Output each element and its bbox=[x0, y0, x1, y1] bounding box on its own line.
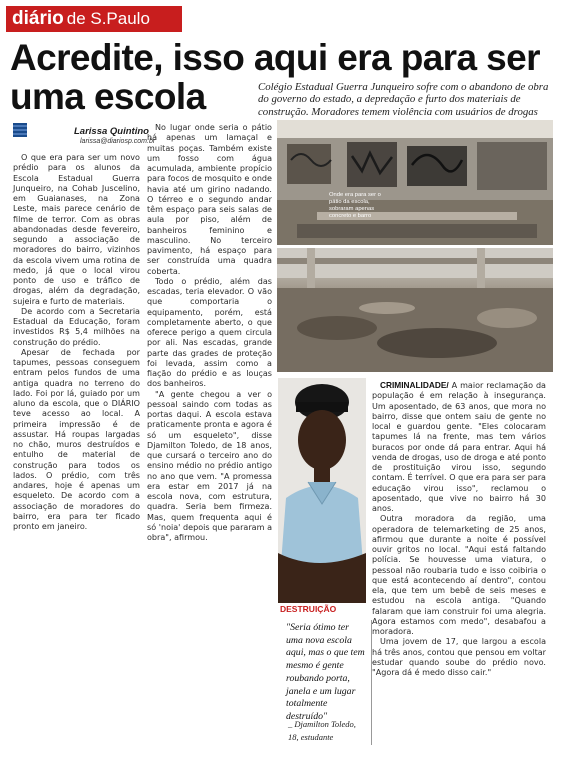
column-3 bbox=[372, 380, 546, 678]
paragraph: Uma jovem de 17, que largou a escola há três anos, contou que pensou em voltar estudar quando soube do prédio novo. "Agora dá é medo disso cair." bbox=[372, 637, 546, 677]
column-2 bbox=[147, 123, 272, 543]
paragraph: No lugar onde seria o pátio há apenas um lamaçal e muitas poças. Também existe um fosso com água acumulada, ambiente propício para focos de mosquito e onde havia até um girino nadando. O térreo e o segundo andar têm espaço para seis salas de aula por piso, além de banheiros feminino e masculino. No terceiro pavimento, há espaço para ser construída uma quadra coberta. bbox=[147, 123, 272, 276]
subhead: Colégio Estadual Guerra Junqueiro sofre com o abandono de obra do governo do estado, a depredação e furto dos materiais de construção. Moradores temem violência com usuários de drogas bbox=[258, 81, 549, 118]
paragraph: De acordo com a Secretaria Estadual da Educação, foram investidos R$ 5,4 milhões na construção do prédio. bbox=[13, 306, 140, 347]
masthead-city: de S.Paulo bbox=[66, 9, 150, 28]
paragraph: Todo o prédio, além das escadas, teria elevador. O vão que comportaria o equipamento, porém, está completamente aberto, o que oferece perigo a quem circula por ali. Nas escadas, grande parte das grades de proteção foi levada, assim como a fiação do prédio e as louças dos banheiros. bbox=[147, 276, 272, 389]
photo-caption: Onde era para ser o pátio da escola, sobraram apenas concreto e barro bbox=[329, 192, 381, 219]
paragraph-text: A maior reclamação da população é em relação à insegurança. Um aposentado, de 63 anos, que mora no bairro, disse que ontem saiu de gente no local e guardou gente. "Eles colocaram tapumes lá na frente, mas tem vários buracos por onde dá para entrar. Aqui há venda de drogas, uso de droga e até ponto de prostituição virou isso, segundo contam. É terrível. O que era para ser para educação virou isso", reclamou o aposentado, que vive no bairro há 30 anos. bbox=[372, 381, 546, 513]
author-name: Larissa Quintino bbox=[74, 126, 149, 137]
quote-author: _ Djamilton Toledo, 18, estudante bbox=[288, 719, 356, 742]
headline-line1: Acredite, isso aqui era para ser bbox=[10, 37, 540, 78]
paragraph: Outra moradora da região, uma operadora de telemarketing de 25 anos, afirmou que durante a noite é possível ouvir gritos no local. "Aqui está faltando polícia. Se houvesse uma viatura, o pessoal não roubaria tudo e isso coibiria o que está acontecendo aí dentro", contou ela, que tem um bebê de seis meses e estudou na escola antiga. "Quando falaram que iam construir foi uma alegria. Agora estamos com medo", desabafou a moradora. bbox=[372, 514, 546, 636]
masthead-brand: diário bbox=[12, 8, 64, 29]
photo-rubble-floor bbox=[277, 248, 553, 372]
photo-building-walls bbox=[277, 120, 553, 245]
pull-quote: "Seria ótimo ter uma nova escola aqui, mas o que tem mesmo é gente roubando porta, janela e um lugar totalmente destruído" bbox=[286, 622, 365, 722]
paragraph bbox=[372, 380, 546, 514]
headline-line2: uma escola bbox=[10, 76, 206, 117]
person-portrait-illustration bbox=[278, 378, 366, 603]
paragraph: "A gente chegou a ver o pessoal saindo com todas as portas daqui. A escola estava praticamente pronta e agora é só um esqueleto", disse Djamilton Toledo, de 18 anos, que cursará o terceiro ano do ensino médio no prédio antigo no ano que vem. "A promessa era estar em 2017 já na escola nova, com estrutura, quadra. Seria bem firmeza. Mas, quem frequenta aqui é só 'noia' depois que pararam a obra", afirmou. bbox=[147, 389, 272, 542]
kicker-criminalidade: CRIMINALIDADE/ bbox=[380, 380, 449, 390]
author-email[interactable]: larissa@diariosp.com.br bbox=[80, 138, 156, 145]
graffiti-wall-illustration bbox=[277, 120, 553, 245]
photo-djamilton-toledo bbox=[278, 378, 366, 603]
section-label-destruicao: DESTRUIÇÃO bbox=[280, 604, 337, 614]
section-marker-icon bbox=[13, 123, 27, 137]
paragraph: O que era para ser um novo prédio para os alunos da Escola Estadual Guerra Junqueiro, na Cohab Juscelino, em Guaianases, na Zona Leste, mais parece cenário de filme de terror. Com as obras abandonadas desde fevereiro, segundo a associação de moradores do bairro, vizinhos da escola vivem uma rotina de medo, já que o local virou ponto de uso e tráfico de drogas, além da degradação, sujeira e furto de materiais. bbox=[13, 153, 140, 306]
masthead bbox=[6, 6, 182, 32]
paragraph: Apesar de fechada por tapumes, pessoas conseguem entram pelos fundos de uma antiga quadra no terreno do lado. Foi por lá, guiado por um aluno da escola, que o DIÁRIO teve acesso ao local. A primeira impressão é de assustar. Há roupas largadas no chão, muros destruídos e entulho de material de construção para todos os lados. O prédio, com três andares, hoje é apenas um esqueleto. De acordo com a associação de moradores do bairro, era para ter ficado pronto em janeiro. bbox=[13, 347, 140, 531]
rubble-illustration bbox=[277, 248, 553, 372]
column-1 bbox=[13, 153, 140, 532]
